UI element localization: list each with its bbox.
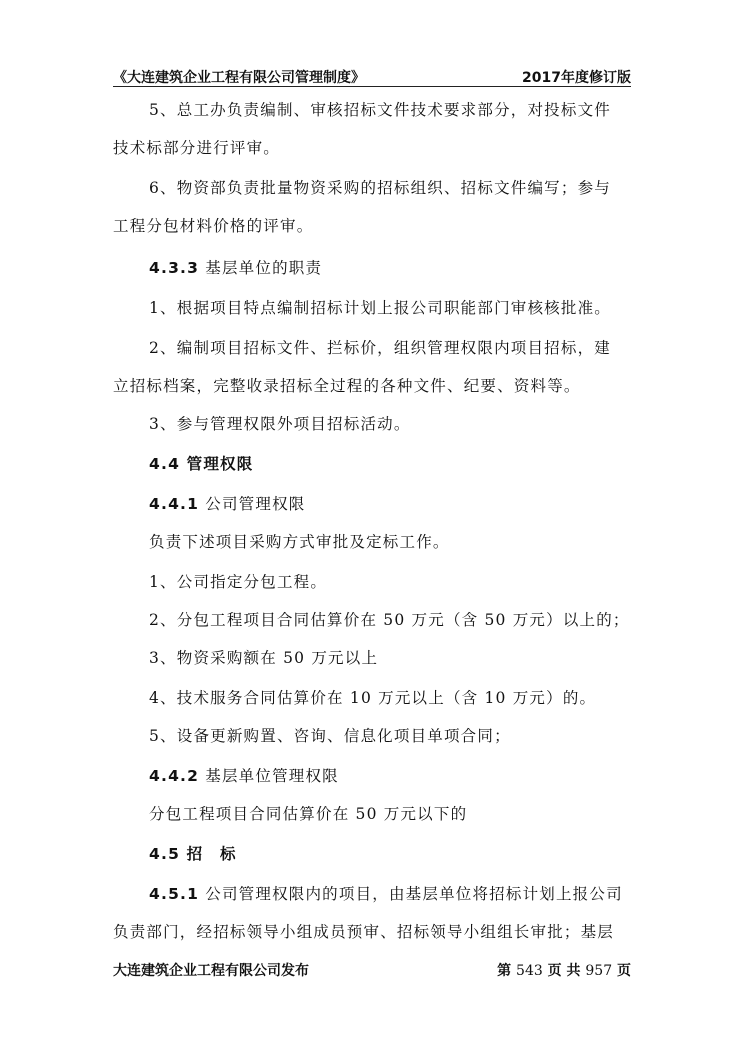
heading-4-3-3	[149, 256, 322, 278]
page-number	[497, 960, 631, 980]
paragraph-line: 负责下述项目采购方式审批及定标工作。	[149, 533, 450, 551]
paragraph-line: 2、分包工程项目合同估算价在 50 万元（含 50 万元）以上的；	[149, 611, 630, 629]
section-number: 4.4.1	[149, 495, 200, 513]
current-page: 543	[516, 963, 543, 979]
page-header	[113, 64, 631, 87]
paragraph-line: 分包工程项目合同估算价在 50 万元以下的	[149, 805, 468, 823]
paragraph-line: 4、技术服务合同估算价在 10 万元以上（含 10 万元）的。	[149, 689, 597, 707]
document-title: 《大连建筑企业工程有限公司管理制度》	[113, 70, 365, 86]
paragraph-line: 6、物资部负责批量物资采购的招标组织、招标文件编写；参与	[149, 179, 611, 197]
section-text: 公司管理权限内的项目，由基层单位将招标计划上报公司	[205, 885, 623, 903]
heading-4-4: 4.4 管理权限	[149, 455, 254, 473]
section-number: 4.4.2	[149, 767, 200, 785]
paragraph-line: 3、参与管理权限外项目招标活动。	[149, 415, 411, 433]
paragraph-line: 5、总工办负责编制、审核招标文件技术要求部分，对投标文件	[149, 101, 611, 119]
paragraph-line: 3、物资采购额在 50 万元以上	[149, 649, 379, 667]
section-title: 基层单位的职责	[205, 259, 323, 277]
section-number: 4.3.3	[149, 259, 200, 277]
page-suffix: 页	[617, 963, 631, 979]
paragraph-line: 5、设备更新购置、咨询、信息化项目单项合同；	[149, 727, 511, 745]
section-number: 4.5.1	[149, 885, 200, 903]
section-title: 基层单位管理权限	[205, 767, 339, 785]
paragraph-line: 1、公司指定分包工程。	[149, 573, 328, 591]
paragraph-line: 负责部门，经招标领导小组成员预审、招标领导小组组长审批；基层	[113, 923, 615, 941]
publisher-label: 大连建筑企业工程有限公司发布	[113, 963, 309, 979]
version-label: 2017年度修订版	[522, 70, 631, 86]
heading-4-4-1	[149, 492, 305, 514]
paragraph-line: 工程分包材料价格的评审。	[113, 217, 314, 235]
page-mid: 页 共	[547, 963, 581, 979]
heading-4-5-1	[149, 882, 623, 904]
page-prefix: 第	[497, 963, 512, 979]
paragraph-line: 2、编制项目招标文件、拦标价，组织管理权限内项目招标，建	[149, 339, 611, 357]
total-pages: 957	[585, 963, 613, 979]
paragraph-line: 技术标部分进行评审。	[113, 139, 281, 157]
section-title: 公司管理权限	[205, 495, 306, 513]
paragraph-line: 1、根据项目特点编制招标计划上报公司职能部门审核核批准。	[149, 299, 611, 317]
paragraph-line: 立招标档案，完整收录招标全过程的各种文件、纪要、资料等。	[113, 377, 581, 395]
heading-4-4-2	[149, 764, 339, 786]
heading-4-5: 4.5 招 标	[149, 845, 237, 863]
